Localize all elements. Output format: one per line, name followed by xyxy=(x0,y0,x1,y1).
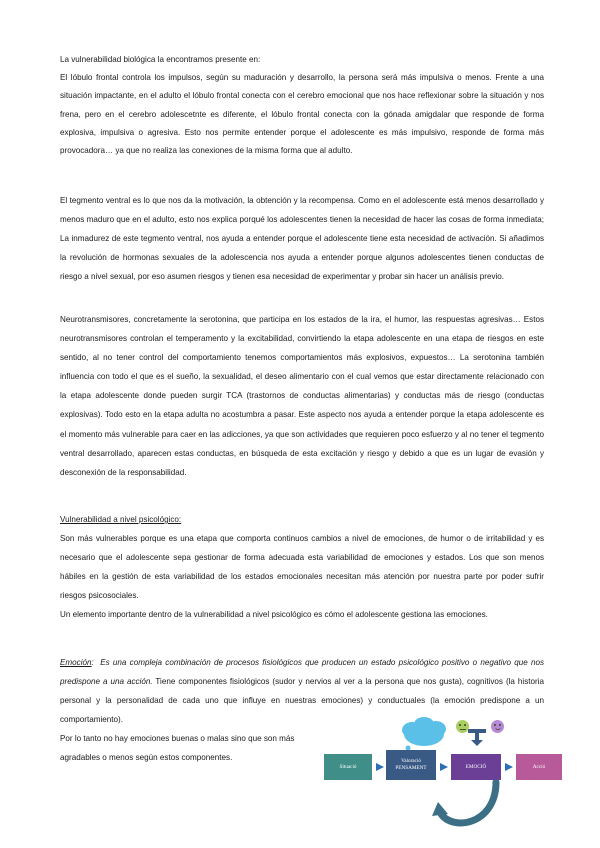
emotion-colon: : xyxy=(91,658,94,667)
feedback-curve-arrow-icon xyxy=(432,782,496,823)
emotion-conclusion xyxy=(60,729,322,767)
emotion-components-text: Tiene componentes fisiológicos (sudor y nervios al ver a la persona que nos gusta), cognitivos (la historia personal y la personalidad de cada uno que influye en nuestras emociones) y conductuales (la emoción predispone a un comportamiento). xyxy=(60,677,544,725)
split-arrow-icon xyxy=(468,729,486,746)
arrow-right-icon xyxy=(505,763,513,771)
psychological-section xyxy=(60,510,544,625)
emotion-conclusion-text: Por lo tanto no hay emociones buenas o malas sino que son más agradables o menos según estos componentes. xyxy=(60,734,295,763)
intro-lead: La vulnerabilidad biológica la encontramos presente en: xyxy=(60,55,261,64)
thought-label: PENSAMENT xyxy=(395,765,427,771)
thought-cloud-icon xyxy=(402,717,446,754)
emotion-box xyxy=(451,754,501,780)
tegmento-text: El tegmento ventral es lo que nos da la motivación, la obtención y la recompensa. Como en el adolescente está menos desarrollado y menos maduro que en el adulto, esto nos explica porqué los adolescentes tienen la necesidad de hacer las cosas de forma inmediata; La inmadurez de este tegmento ventral, nos ayuda a entender porque el adolescente tiene esta necesidad de activación. Si añadimos la revolución de hormonas sexuales de la adolescencia nos ayuda a entender porque algunos adolescentes tienen conductas de riesgo a nivel sexual, por eso asumen riesgos y tienen esa necesidad de experimentar y probar sin hacer un análisis previo. xyxy=(60,196,544,282)
arrow-right-icon xyxy=(376,763,384,771)
frontal-lobe-paragraph: El lóbulo frontal controla los impulsos, según su maduración y desarrollo, la persona será más impulsiva o menos. Frente a una situación impactante, en el adulto el lóbulo frontal conecta con el cerebro emocional que nos hace reflexionar sobre la situación y nos frena, pero en el cerebro adolescetnte es diferente, el lóbulo frontal conecta con la gónada amigdalar que responde de forma explosiva, impulsiva o agresiva. Esto nos permite entender porque el adolescente es más impulsivo, responde de forma más provocadora… ya que no realiza las conexiones de la misma forma que al adulto. xyxy=(60,73,544,156)
emotion-term: Emoción xyxy=(60,658,92,667)
situation-label: Situació xyxy=(339,763,357,770)
action-box xyxy=(516,754,562,780)
appraisal-label: Valoració xyxy=(401,758,421,764)
situation-box xyxy=(324,754,372,780)
psychological-paragraph: Son más vulnerables porque es una etapa que comporta continuos cambios a nivel de emociones, de humor o de irritabilidad y es necesario que el adolescente sepa gestionar de forma adecuada esta variabilidad de emociones y estados. Los que son menos hábiles en la gestión de esta variabilidad de los estados emocionales necesitan más atención por nuestra parte por poder sufrir riesgos psicosociales. xyxy=(60,534,544,601)
neuro-text: Neurotransmisores, concretamente la serotonina, que participa en los estados de la ira, el humor, las respuestas agresivas… Estos neurotransmisores controlan el temperamento y la excitabilidad, convirtiendo la etapa adolescente en una etapa de riesgos en este sentido, al no tener control del comportamiento tenemos comportamientos más explosivos, expuestos… La serotonina también influencia con todo el que es el sueño, la sexualidad, el deseo alimentario con el cual vemos que estar directamente relacionado con la etapa adolescente donde pueden surgir TCA (trastornos de conductas alimentarias) y conductas más de riesgo (conductas explosivas). Todo esto en la etapa adulta no acostumbra a pasar. Este aspecto nos ayuda a entender porque la etapa adolescente es el momento más vulnerable para caer en las adicciones, ya que son actividades que requieren poco esfuerzo y al no tener el tegmento ventral desarrollado, aparecen estas conductas, en búsqueda de esta excitación y riesgo y debido a que es un lugar de evasión y desconexión de la responsabilidad. xyxy=(60,315,544,477)
arrow-right-icon xyxy=(440,763,448,771)
psychological-heading: Vulnerabilidad a nivel psicológico: xyxy=(60,515,182,524)
emotion-management-paragraph: Un elemento importante dentro de la vulnerabilidad a nivel psicológico es cómo el adolescente gestiona las emociones. xyxy=(60,610,488,620)
emotion-label: EMOCIÓ xyxy=(465,763,487,770)
tegmento-paragraph xyxy=(60,191,544,286)
neurotransmitters-paragraph xyxy=(60,310,544,482)
action-label: Acció xyxy=(532,763,546,770)
intro-block xyxy=(60,51,544,160)
smiling-face-icon xyxy=(491,720,504,733)
emotion-definition-text: Es una compleja combinación de procesos fisiológicos que producen un estado psicológico positivo o negativo que nos predispone a una acción. xyxy=(60,658,544,687)
neutral-face-icon xyxy=(456,720,469,733)
appraisal-thought-box xyxy=(386,750,436,780)
emotion-process-diagram xyxy=(320,716,570,842)
